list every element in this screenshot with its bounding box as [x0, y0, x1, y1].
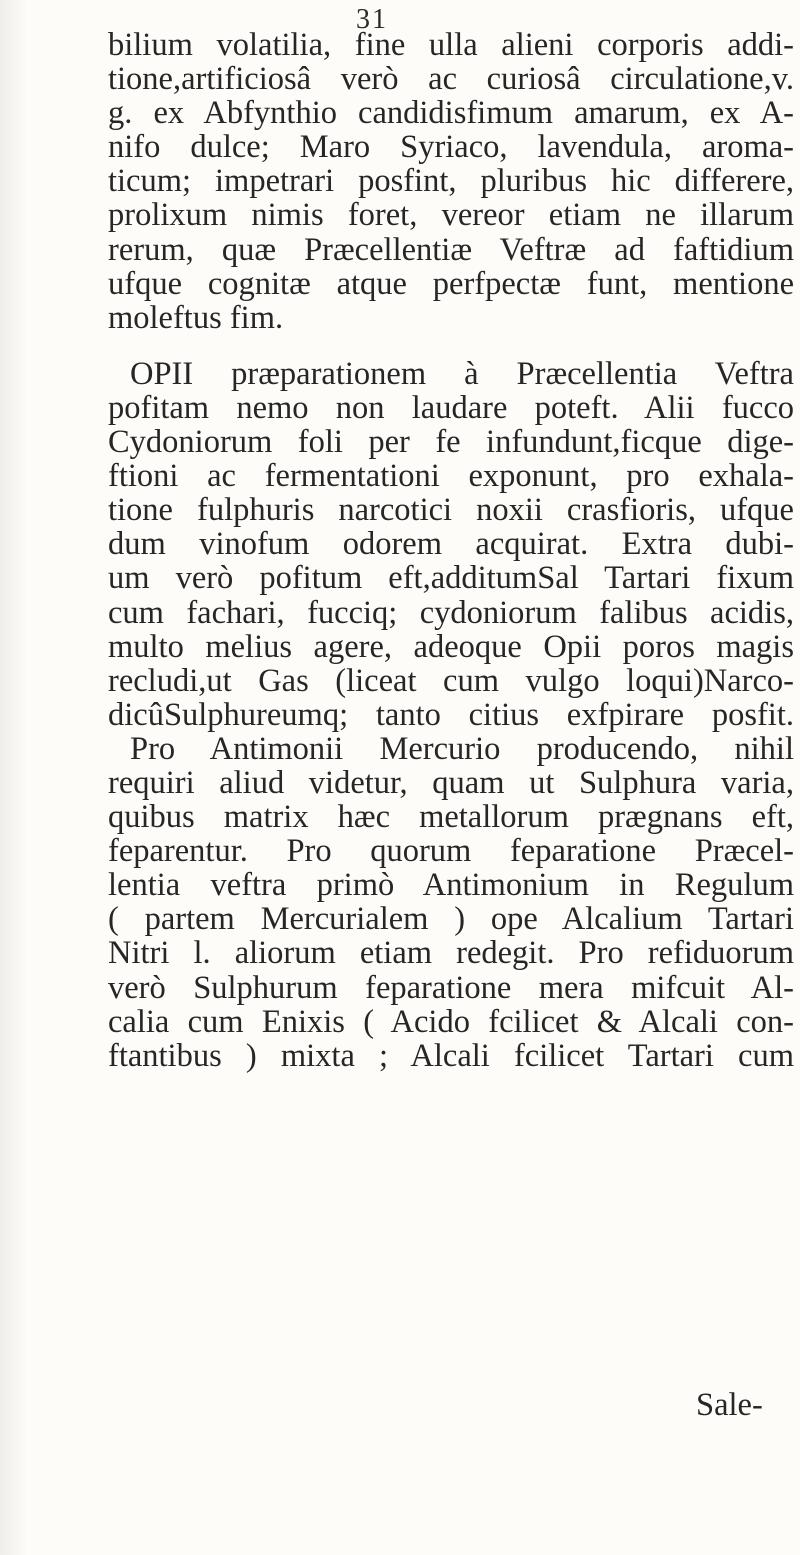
text-line: moleftus fim.: [108, 300, 284, 335]
text-line: dicûSulphureumq; tanto citius exfpirare posfit.: [108, 697, 794, 732]
text-line: Cydoniorum foli per fe infundunt,ficque dige-: [108, 425, 794, 460]
text-line: calia cum Enixis ( Acido fcilicet & Alcali con-: [108, 1004, 794, 1039]
catchword: Sale-: [696, 1387, 763, 1423]
text-line: lentia veftra primò Antimonium in Regulum: [108, 868, 794, 903]
text-line: ticum; impetrari posfint, pluribus hic differere,: [108, 164, 794, 199]
text-line: multo melius agere, adeoque Opii poros magis: [108, 629, 794, 664]
gutter-shadow: [0, 0, 28, 1555]
text-line: pofitam nemo non laudare poteft. Alii fucco: [108, 390, 794, 426]
text-line: ftantibus ) mixta ; Alcali fcilicet Tartari cum: [108, 1038, 794, 1073]
text-line: rerum, quæ Præcellentiæ Veftræ ad faftidium: [108, 232, 794, 267]
text-line: Nitri l. aliorum etiam redegit. Pro refiduorum: [108, 936, 794, 971]
text-line: ( partem Mercurialem ) ope Alcalium Tartari: [108, 902, 794, 937]
text-line: ftioni ac fermentationi exponunt, pro exhala-: [108, 459, 794, 494]
body-text: [108, 28, 794, 1073]
text-line: bilium volatilia, fine ulla alieni corporis addi-: [108, 28, 794, 63]
text-line: tione fulphuris narcotici noxii crasfioris, ufque: [108, 493, 794, 528]
text-line: quibus matrix hæc metallorum prægnans eft,: [108, 800, 794, 835]
paragraph-gap: [108, 335, 794, 357]
text-line: tione,artificiosâ verò ac curiosâ circulatione,v.: [108, 62, 794, 97]
text-line: ufque cognitæ atque perfpectæ funt, mentione: [108, 266, 794, 301]
text-line: Pro Antimonii Mercurio producendo, nihil: [130, 731, 794, 766]
text-line: nifo dulce; Maro Syriaco, lavendula, aroma-: [108, 130, 794, 165]
text-line: requiri aliud videtur, quam ut Sulphura varia,: [108, 765, 794, 801]
text-line: um verò pofitum eft,additumSal Tartari fixum: [108, 561, 794, 596]
page-number: 31: [356, 4, 388, 35]
text-line: prolixum nimis foret, vereor etiam ne illarum: [108, 198, 794, 233]
text-line: dum vinofum odorem acquirat. Extra dubi-: [108, 527, 794, 562]
text-line: OPII præparationem à Præcellentia Veftra: [130, 356, 794, 391]
text-line: feparentur. Pro quorum feparatione Præcel-: [108, 834, 794, 869]
text-line: verò Sulphurum feparatione mera mifcuit Al-: [108, 970, 794, 1005]
text-line: cum fachari, fucciq; cydoniorum falibus acidis,: [108, 595, 794, 630]
text-line: recludi,ut Gas (liceat cum vulgo loqui)Narco-: [108, 663, 794, 698]
text-line: g. ex Abfynthio candidisfimum amarum, ex A-: [108, 96, 794, 131]
